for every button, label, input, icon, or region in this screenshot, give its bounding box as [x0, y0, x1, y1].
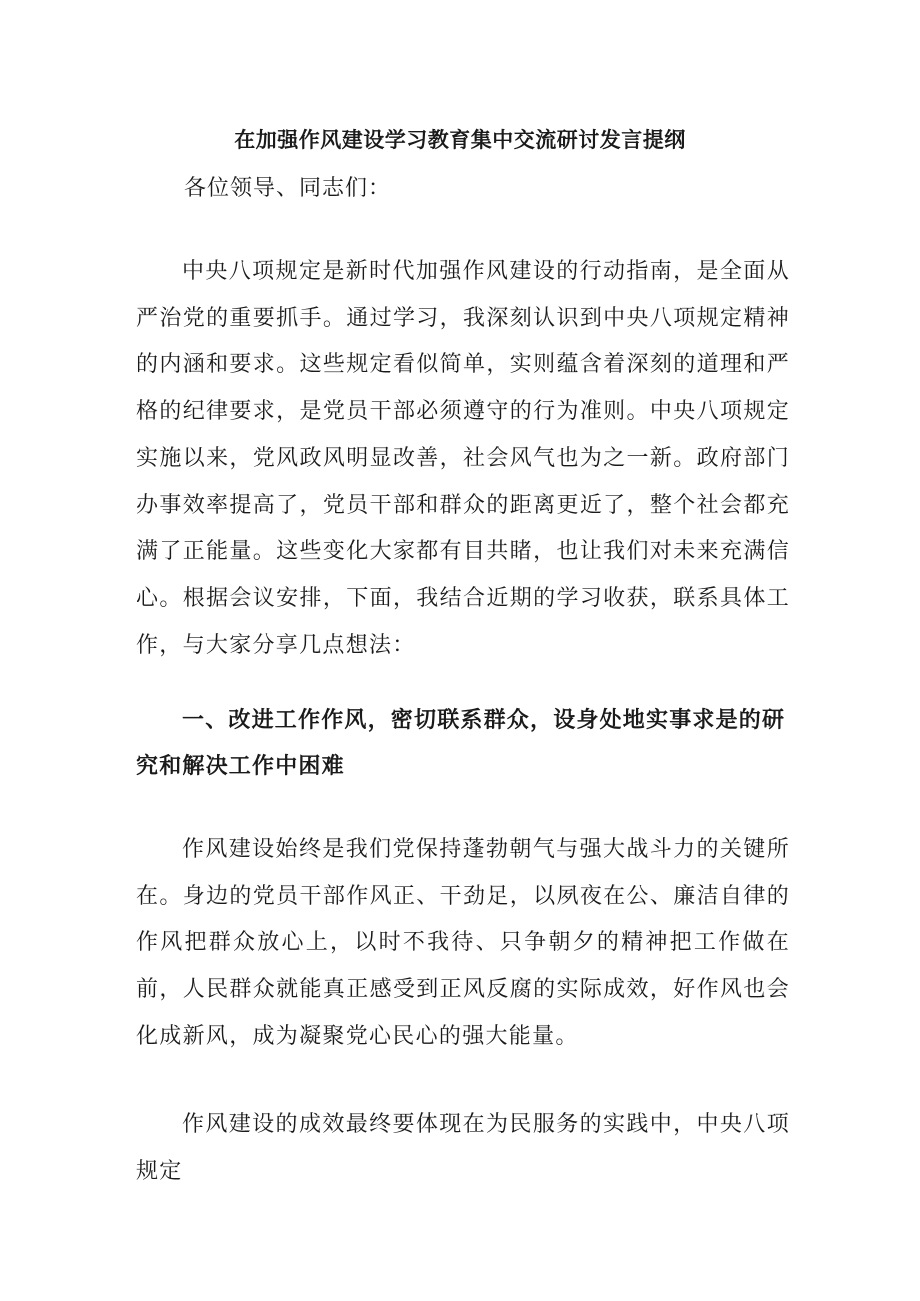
paragraph-section-1b: 作风建设的成效最终要体现在为民服务的实践中，中央八项规定	[136, 1112, 790, 1184]
paragraph-intro: 中央八项规定是新时代加强作风建设的行动指南，是全面从严治党的重要抓手。通过学习，我深刻认识到中央八项规定精神的内涵和要求。这些规定看似简单，实则蕴含着深刻的道理和严格的纪律要求，是党员干部必须遵守的行为准则。中央八项规定实施以来，党风政风明显改善，社会风气也为之一新。政府部门办事效率提高了，党员干部和群众的距离更近了，整个社会都充满了正能量。这些变化大家都有目共睹，也让我们对未来充满信心。根据会议安排，下面，我结合近期的学习收获，联系具体工作，与大家分享几点想法：	[136, 259, 790, 658]
salutation: 各位领导、同志们：	[184, 176, 392, 201]
section-heading-1: 一、改进工作作风，密切联系群众，设身处地实事求是的研究和解决工作中困难	[136, 707, 786, 779]
document-title: 在加强作风建设学习教育集中交流研讨发言提纲	[234, 127, 686, 152]
paragraph-section-1a: 作风建设始终是我们党保持蓬勃朝气与强大战斗力的关键所在。身边的党员干部作风正、干劲足，以夙夜在公、廉洁自律的作风把群众放心上，以时不我待、只争朝夕的精神把工作做在前，人民群众就能真正感受到正风反腐的实际成效，好作风也会化成新风，成为凝聚党心民心的强大能量。	[136, 837, 790, 1049]
